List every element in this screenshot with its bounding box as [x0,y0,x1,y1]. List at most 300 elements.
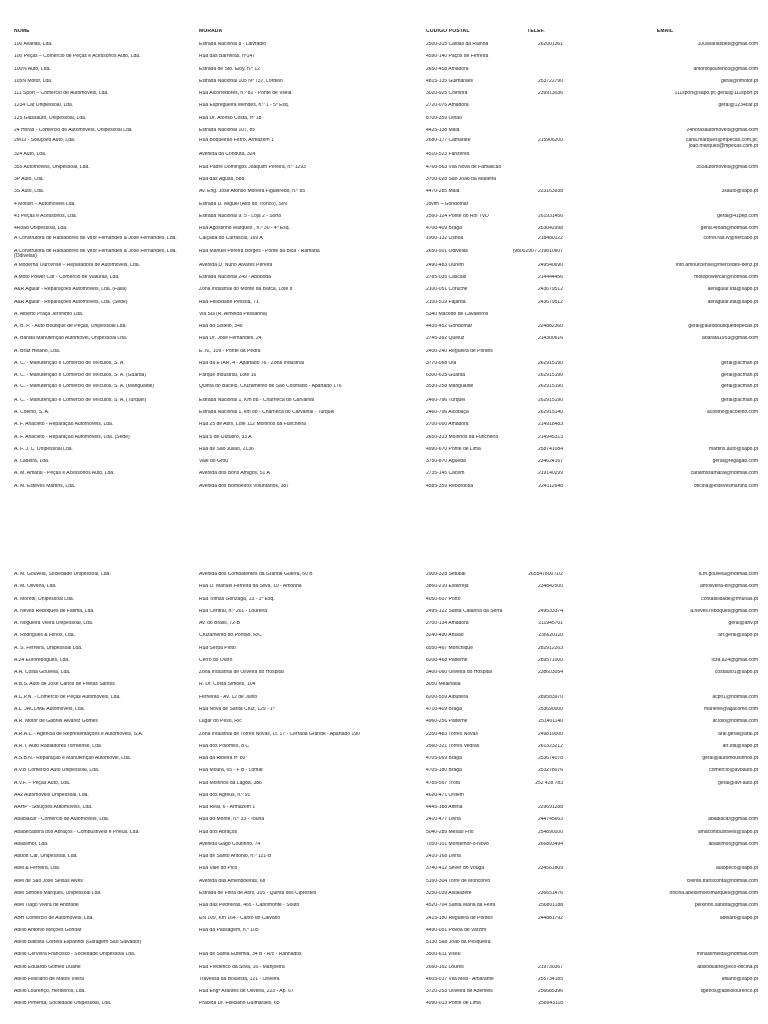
phone-cell: 252 428 783 [535,780,563,786]
address-cell: R. Dr. Costa Simões, 104 [199,682,256,688]
address-cell: Travessa da Boavista, 121 - Oliveira [199,976,280,982]
email-cell[interactable]: geral@nmotor.pt [720,78,758,84]
email-cell[interactable]: abelaro@sapo.pt [719,915,758,921]
table-row [0,916,768,927]
table-row [0,384,768,395]
email-cell[interactable]: geral@regagab.com [712,459,758,465]
company-name-cell: A. M. Amaral - Peças e Acessórios Auto, Lda. [14,471,115,477]
address-cell: Rua Boqueirão Ferro, Armazém 1 [199,138,274,144]
company-name-cell: A. Alberto Praça Jerónimo Lda. [14,311,84,317]
company-name-cell: A Moto Power Car - Comércio de Viaturas, Lda. [14,275,120,281]
email-cell[interactable]: geral@41pep.com [717,213,758,219]
postal-code-cell: 4490-051 Póvoa de Varzim [426,927,487,933]
postal-code-cell: 1900-132 Lisboa [426,236,464,242]
table-row [0,300,768,311]
postal-code-cell: 2495-122 Santa Catarina da Serra [426,608,503,614]
address-cell: Estrada Nacional 105 Nº 737, Lordelo [199,78,283,84]
address-cell: Rua Dr. José Fernandes, 24 [199,336,262,342]
company-name-cell: A. M. Oliveira, Lda. [14,584,57,590]
company-name-cell: A. B. P. - Auto Boutique de Peças, Unipessoal Lda. [14,324,127,330]
address-cell: Av. Eng. José Afonso Moreira Figueiredo, n.º 85 [199,189,306,195]
company-name-cell: A.V.B Comércio Auto Unipessoal, Lda. [14,768,100,774]
table-row [0,189,768,200]
address-cell: Vale do Grou [199,459,229,465]
address-cell: Rua Moinhos da Lagoa, 386 [199,780,262,786]
address-cell: Estrada Nacional 107, 85 [199,127,256,133]
table-row [0,214,768,225]
company-name-cell: 355 Automóveis, Unipessoal, Lda. [14,164,90,170]
company-name-cell: A.R.A.L. - Agência de Representações e Automóveis, S.A. [14,731,144,737]
company-name-cell: Abílio Cerveira Francisco - Sociedade Unipessoal Lda. [14,952,136,958]
email-cell[interactable]: geral@automousinhos.pt [702,756,758,762]
address-cell: Rua da ETAR, 4 - Apartado 76 - Zona Industrial [199,361,304,367]
email-cell[interactable]: art.lda@sapo.pt [722,743,758,749]
table-row [0,422,768,433]
email-cell[interactable]: antoniojlourenco@gmail.com [693,66,758,72]
address-cell: Estrada Nacional 8 - Laivradio [199,42,266,47]
postal-code-cell: 2415-180 Regueira de Pontes [426,915,493,921]
header-telef: TELEF. [527,29,545,34]
table-row [0,621,768,632]
phone-cell: 289571000 [537,657,563,663]
postal-code-cell: 4605-017 Vila Meã - Amarante [426,976,494,982]
company-name-cell: Abílio Feliciano de Matos Vieira [14,976,84,982]
postal-code-cell: 5040-289 Mesão Frio [426,829,474,835]
company-name-cell: A&R Aguiar - Reparações Automóveis, Lda. (Fãial) [14,287,127,293]
phone-cell: 251401140 [538,719,563,725]
email-cell[interactable]: abadiacar@gmail.com [708,817,758,823]
phone-cell: 244745663 [537,817,563,823]
company-name-cell: A. F. Anacleto - Reparação Automóveis, Lda. [14,422,114,428]
phone-cell: 262915190 [537,397,563,403]
email-cell[interactable]: comercio@avbauto.pt [709,768,758,774]
table-row [0,361,768,372]
email-cell[interactable]: aral.geral@aral.pt [718,731,758,737]
email-cell[interactable]: a.neves.reboques@gmail.com [690,608,758,614]
company-name-cell: Abílio António Meções Gondar [14,927,82,933]
address-cell: Rua dos Agreus, n.º 91 [199,792,251,798]
address-cell: Avenida dos Bombeiros Voluntários, 387 [199,483,289,489]
email-cell[interactable]: carla.marques@mpecas.com.pt; joao.marques@mpecas.com.pt [685,138,758,149]
phone-cell: 243679512 [537,299,563,305]
phone-cell: 214300616 [537,336,563,342]
table-row [0,854,768,865]
postal-code-cell: 2100-051 Coruche [426,287,468,293]
email-cell[interactable]: geral@acman.pt [721,383,758,389]
postal-code-cell: 2460-796 Alcobaça [426,410,469,416]
company-name-cell: 3P Auto, Lda. [14,176,44,182]
phone-cell: 224112648 [538,483,563,489]
address-cell: Ferreiras - Av. 12 de Julho [199,694,258,700]
email-cell[interactable]: costauto1@sapo.pt [714,670,758,676]
postal-code-cell: 2490-483 Ourém [426,262,464,268]
email-cell[interactable]: cliente.transconta@hotmail.com [686,878,758,884]
address-cell: EN 109, Km 164 - Canto do Calvário [199,915,281,921]
postal-code-cell: Jovim – Gondomar [426,201,469,207]
email-cell[interactable]: ligeiros@abiliolourenco.pt [700,989,758,995]
postal-code-cell: 3770-068 Oiã [426,361,457,367]
company-name-cell: Abel de São José Seixas Alves [14,878,83,884]
email-cell[interactable]: abasilmor@gmail.com [708,841,758,847]
table-row [0,275,768,286]
email-cell[interactable]: amoliveira-elr@gmail.com [700,584,758,590]
table-row [0,633,768,644]
postal-code-cell: 2410-168 Leiria [426,854,461,860]
table-row [0,744,768,755]
table-row [0,768,768,779]
address-cell: Rua das Águas, 588 [199,176,245,182]
phone-cell: 229691288 [537,805,563,811]
company-name-cell: A Construtora de Radiadores de Vitor Fernandes & José Fernandes, Lda. (Odivelas) [14,248,177,260]
address-cell: Avenida da Conduta, 324 [199,152,256,158]
postal-code-cell: 4445-188 Alfena [426,805,463,811]
table-row [0,903,768,914]
company-name-cell: A.S.B.N.- Reparação e Manutenção Automóvel, Lda. [14,756,132,762]
email-cell[interactable]: geral@anv.pt [728,621,758,627]
address-cell: Rua Serpa Pinto [199,645,236,651]
email-cell[interactable]: geral@acman.pt [721,361,758,367]
phone-cell: 253674078 [537,756,563,762]
email-cell[interactable]: amacombustiveis@sapo.pt [697,829,758,835]
address-cell: Estrada de Feira de Abril, 105 - Quinta dos Ciprestes [199,891,317,897]
address-cell: Rua 25 de Abril, Lote 112 Moinhos da Funcheira [199,422,306,428]
postal-code-cell: 2400-240 Regueira de Pontes [426,348,493,354]
postal-code-cell: 3720-253 Oliveira de Azeméis [426,989,493,995]
address-cell: Avenida D. Nuno Álvares Pereira [199,262,273,268]
table-row [0,965,768,976]
company-name-cell: A Moderna Ourcense – Reparadora de Automóveis, Lda. [14,262,140,268]
postal-code-cell: 4815-135 Guimarães [426,78,473,84]
table-row [0,646,768,657]
phone-cell: 243679512 [537,287,563,293]
company-name-cell: Abasilmor, Lda. [14,841,49,847]
company-name-cell: A. S. Ferreira, Unipessoal Lda. [14,645,83,651]
table-row [0,584,768,595]
table-row [0,91,768,102]
company-name-cell: A.B.S. Auto de José Carlos de Freitas Santos [14,682,115,688]
email-cell[interactable]: contabilidade@rmurias.pt [701,596,758,602]
email-cell[interactable]: motopowercar@hotmail.com [694,275,758,281]
company-name-cell: 1234 Car Unipessoal, Lda. [14,103,74,109]
postal-code-cell: 4705-180 Braga [426,768,462,774]
phone-cell: 234842500 [537,584,563,590]
address-cell: Avenida Gago Coutinho, 74 [199,841,261,847]
phone-cell: 236651476 [537,891,563,897]
table-row [0,830,768,841]
address-cell: Rua do Sistelo, 346 [199,324,243,330]
postal-code-cell: 2500-315 Caldas da Rainha [426,42,489,47]
postal-code-cell: 4760-563 Vila Nova de Famalicão [426,164,502,170]
table-row [0,805,768,816]
postal-code-cell: 4700-409 Braga [426,226,462,232]
header-email: EMAIL [656,29,674,34]
postal-code-cell: 8700-359 Olhão [426,115,462,121]
address-cell: Avenida dos Combatentes da Grande Guerra, 60 B [199,572,313,577]
address-cell: Rua de São Julião, 2136 [199,446,254,452]
table-row [0,312,768,323]
email-cell[interactable]: 111sport@sapo.pt; geral@111sport.pt [674,91,758,97]
phone-cell: 266893494 [537,841,563,847]
phone-cell: 265547800 /1/2 [528,572,563,577]
phone-cell: 244881792 [537,915,563,921]
address-cell: Rua do Monte, n.º 33 - Touria [199,817,265,823]
address-cell: Estrada Nacional 1, km 88 - Charneca do Carvalhal - Turquel [199,410,335,416]
table-row [0,435,768,446]
phone-cell: 256685396 [537,989,563,995]
table-row [0,952,768,963]
address-cell: Rua Manuel Pereira Borges - Ponte da Bica - Ramada [199,248,320,254]
address-cell: Rua Padre Domingos Joaquim Pereira, n.º 1293 [199,164,306,170]
table-row [0,471,768,482]
email-cell[interactable]: martins.auto@sapo.pt [709,446,758,452]
table-row [0,719,768,730]
email-cell[interactable]: arf.geral@sapo.pt [718,633,758,639]
address-cell: Rua Real, 6 - Armazém 1 [199,805,256,811]
company-name-cell: 105N Motor, Lda. [14,78,53,84]
phone-cell: 253722790 [537,78,563,84]
postal-code-cell: 3400-060 Oliveira do Hospital [426,670,492,676]
table-row [0,756,768,767]
company-name-cell: A.24 Eurorebogues, Lda. [14,657,70,663]
phone-cell: 258741084 [537,446,563,452]
company-name-cell: A. C. - Manutenção e Comércio de Veículos, S. A. (Turquel) [14,397,147,403]
email-cell[interactable]: geral@autoboutiquedepecas.pt [688,324,758,330]
email-cell[interactable]: 3sauto@sapo.pt [721,189,758,195]
table-row [0,263,768,274]
email-cell[interactable]: oficina@estevesmartins.com [694,483,758,489]
address-cell: Lugar do Peso, R/c [199,719,242,725]
phone-cell: 262915190 [537,383,563,389]
address-cell: Rua Central, n.º 261 - Loureira [199,608,267,614]
company-name-cell: Abílio Eduardo Gomes Duarte [14,964,81,970]
postal-code-cell: 3250-039 Alvaiázere [426,891,472,897]
phone-cell: 219730367 [537,964,563,970]
postal-code-cell: 4470-285 Maia [426,189,460,195]
email-cell[interactable]: ar.lol8@hotmail.com [712,719,758,725]
table-row [0,165,768,176]
address-cell: Zona Industrial do Monte da Barca, Lote 8 [199,287,293,293]
email-cell[interactable]: lcza.a24@gmail.com [711,657,758,663]
company-name-cell: A. Neves Reboques de Fátima, Lda. [14,608,95,614]
postal-code-cell: 2460-796 Turquel [426,397,466,403]
table-row [0,54,768,65]
email-cell[interactable]: correl.rad.lv@netcabo.pt [703,236,758,242]
email-cell[interactable]: aeraguiar.lda@sapo.pt [707,287,758,293]
address-cell: Rua Felicidade Pêssoa, 71 [199,299,259,305]
email-cell[interactable]: afilano@sapo.pt [721,976,758,982]
email-cell[interactable]: geral.4road@hotmail.com [700,226,758,232]
table-row [0,928,768,939]
phone-cell: 253042998 [537,226,563,232]
company-name-cell: Abel & Ferreira, Lda. [14,866,61,872]
email-cell[interactable]: info.amourcense@mercedes-benz.pt [675,262,758,268]
phone-cell: 289583970 [537,694,563,700]
phone-cell: 218480122 [537,236,563,242]
company-name-cell: 24 Horas - Comércio de Automóveis, Unipessoal Lda [14,127,132,133]
table-row [0,670,768,681]
phone-cell: 219140299 [537,471,563,477]
header-morada: MORADA [199,29,223,34]
address-cell: Rua da Ribeira nº 80 [199,756,246,762]
table-row [0,324,768,335]
postal-code-cell: 4510-523 Fânzeres [426,152,470,158]
company-name-cell: A. Moretti, Unipessoal Lda. [14,596,75,602]
postal-code-cell: 2660-162 Loures [426,964,464,970]
company-name-cell: 4 Motion – Automóveis Lda. [14,201,76,207]
phone-cell: 258943118 [538,1001,563,1007]
address-cell: Praceta Dr. Feliciano Guimarães, 65 [199,1001,280,1007]
email-cell[interactable]: autopeco@sapo.pt [715,866,758,872]
company-name-cell: A. Coelho, S. A. [14,410,50,416]
postal-code-cell: 4585-359 Rebordosa [426,483,473,489]
postal-code-cell: 4960-256 Paderne [426,719,468,725]
postal-code-cell: 4520-704 Santa Maria da Feira [426,903,496,909]
postal-code-cell: 5340 Macedo de Cavaleiros [426,311,489,317]
table-row [0,202,768,213]
email-cell[interactable]: abarata1953@gmail.com [702,336,758,342]
address-cell: Av. do Brasil, 72-B [199,621,240,627]
company-name-cell: A. Ladeira, Lda. [14,459,50,465]
postal-code-cell: 2650-501 Odivelas [426,248,468,254]
table-header [0,29,768,40]
company-name-cell: 125 Glassauto, Unipessoal, Lda. [14,115,87,121]
company-name-cell: A. Barata Manutenção Automóvel, Unipessoal Lda. [14,336,128,342]
company-name-cell: 3S Auto, Lda. [14,189,45,195]
email-cell[interactable]: geral@1234car.pt [718,103,758,109]
email-cell[interactable]: 24horasautomoveis@gmail.com [686,127,758,133]
table-row [0,116,768,127]
email-cell[interactable]: abilioduarte@eco-oficina.pt [697,964,758,970]
email-cell[interactable]: oficina.abelsimoesmarques@gmail.com [669,891,758,897]
address-cell: Rua da Passagem, n.º 105 [199,927,259,933]
company-name-cell: Abel Tiago Vieira de Andrade [14,903,79,909]
phone-cell: 254890200 [537,829,563,835]
address-cell: Via Sul (R. Almeida Pessanha) [199,311,268,317]
phone-cell: 261931456 [537,213,563,219]
table-row [0,484,768,495]
address-cell: Rua Dr. Afonso Costa, nº 18 [199,115,262,121]
table-row [0,447,768,458]
address-cell: Rua Moura, 65 - F B - Lomar [199,768,263,774]
company-name-cell: Abílio Baltista Correia Espanhol (Garagem São Salvador) [14,940,142,946]
company-name-cell: A. M. Esteves Martins, Lda. [14,483,76,489]
phone-cell: 249540690 [537,262,563,268]
table-row [0,781,768,792]
postal-code-cell: 2680-177 Camarate [426,138,471,144]
email-cell[interactable]: peixinho.sandra@gmail.com [694,903,758,909]
address-cell: Rua Nova de Santa Cruz, 129 - 1º [199,706,275,712]
company-name-cell: A. C. - Manutenção e Comércio de Veículos, S. A. (Guarda) [14,373,147,379]
company-name-cell: A. C. - Manutenção e Comércio de Veículos, S. A. [14,361,125,367]
postal-code-cell: 2745-392 Queluz [426,336,465,342]
postal-code-cell: 4425-138 Maia [426,127,460,133]
postal-code-cell: 4050-607 Porto [426,596,461,602]
postal-code-cell: 3750-870 Águeda [426,459,466,465]
address-cell: Estrada de Sto. Eloy, n.º 12 [199,66,260,72]
address-cell: Estrada Nacional 249 - Abóboda [199,275,271,281]
table-row [0,977,768,988]
postal-code-cell: 3500-611 Viseu [426,952,461,958]
company-name-cell: A.A. Costa Gouveia, Lda. [14,670,71,676]
table-row [0,336,768,347]
postal-code-cell: 3860-210 Estarreja [426,584,469,590]
company-name-cell: A.C.P.N. - Comércio de Peças Automóveis, Lda. [14,694,121,700]
email-cell[interactable]: marlene@aljacome.com [704,706,758,712]
table-row [0,682,768,693]
company-name-cell: A Construtora de Radiadores de Vitor Fernandes & José Fernandes, Lda. [14,236,177,242]
postal-code-cell: 4785-567 Trofa [426,780,460,786]
address-cell: Rua das Barreiras, nº147 [199,54,256,60]
address-cell: Estrada Nacional 9, 5 - Loja 2 - Sorto [199,213,282,219]
postal-code-cell: 2720-076 Amadora [426,103,469,109]
postal-code-cell: 2350-483 Torres Novas [426,731,478,737]
email-cell[interactable]: 355automoveis@gmail.com [696,164,758,170]
company-name-cell: ABH Comércio de Automóveis, Lda. [14,915,94,921]
address-cell: Rua de Santo António, n.º 121-B [199,854,272,860]
email-cell[interactable]: carlamssamaral@hotmail.com [690,471,758,477]
address-cell: Estrada Nacional 1, Km 88 - Charneca do Carvalhal [199,397,315,403]
company-name-cell: 4Road Unipessoal, Lda. [14,226,68,232]
company-name-cell: A. M. Gouveia, Sociedade Unipessoal, Lda. [14,572,111,577]
company-name-cell: Abílio Pimenta, Sociedade Unipessoal, Lda. [14,1001,112,1007]
postal-code-cell: 8200-468 Paderne [426,657,468,663]
address-cell: Rua dos Abraços [199,829,238,835]
table-row [0,707,768,718]
email-cell[interactable]: acoelho@acoelho.com [707,410,758,416]
postal-code-cell: 2410-477 Leiria [426,817,461,823]
postal-code-cell: 3530-258 Mangualde [426,383,474,389]
company-name-cell: Abadiacar - Comércio de Automóveis, Lda. [14,817,110,823]
table-row [0,410,768,421]
email-cell[interactable]: geral@avf-auto.pt [718,780,758,786]
postal-code-cell: 6300-625 Guarda [426,373,466,379]
table-row [0,1001,768,1012]
email-cell[interactable]: acpn1@hotmail.com [712,694,758,700]
postal-code-cell: 2700-000 Amadora [426,422,469,428]
email-cell[interactable]: minasilmeida@hotmail.com [696,952,758,958]
postal-code-cell: 3240-490 Ansião [426,633,464,639]
phone-cell: 234624167 [537,459,563,465]
email-cell[interactable]: 100avariasbes@gmail.com [697,42,758,47]
email-cell[interactable]: geral@acman.pt [721,373,758,379]
table-row [0,695,768,706]
company-name-cell: A. C. - Manutenção e Comércio de Veículos, S. A. (Mangualde) [14,383,155,389]
postal-code-cell: 2785-035 Cascais [426,275,467,281]
email-cell[interactable]: a.m.gouveia@hotmail.com [698,572,758,577]
header-codigo-postal: CODIGO POSTAL [426,29,470,34]
postal-code-cell: 2100-519 Fajarda [426,299,466,305]
address-cell: Parque Industrial, Lote 16 [199,373,257,379]
postal-code-cell: 3020-925 Coimbra [426,91,468,97]
address-cell: Cerro do Outro [199,657,233,663]
company-name-cell: 111 Sport – Comércio de Automóveis, Lda. [14,91,109,97]
email-cell[interactable]: geral@acman.pt [721,397,758,403]
company-name-cell: A.R. Motor de Gabriel Álvarez Gomes [14,719,98,725]
postal-code-cell: 2650-333 Moinhos da Funcheira [426,434,498,440]
address-cell: Rua Alcorredores, n.º 82 - Ponte de Vilela [199,91,292,97]
company-name-cell: Abadecadora dos Abraços - Combustíveis e Pneus, Lda. [14,829,140,835]
postal-code-cell: 3700-028 São João da Madeira [426,176,497,182]
company-name-cell: A. Braz Helano, Lda. [14,348,61,354]
table-row [0,103,768,114]
email-cell[interactable]: aeraguiar.lda@sapo.pt [707,299,758,305]
table-row [0,879,768,890]
table-row [0,817,768,828]
table-row [0,249,768,260]
address-cell: Rua Engª Arantes de Oliveira, 223 - Ap. 67 [199,989,294,995]
postal-code-cell: 5160-304 Torre de Moncorvo [426,878,491,884]
table-row [0,609,768,620]
